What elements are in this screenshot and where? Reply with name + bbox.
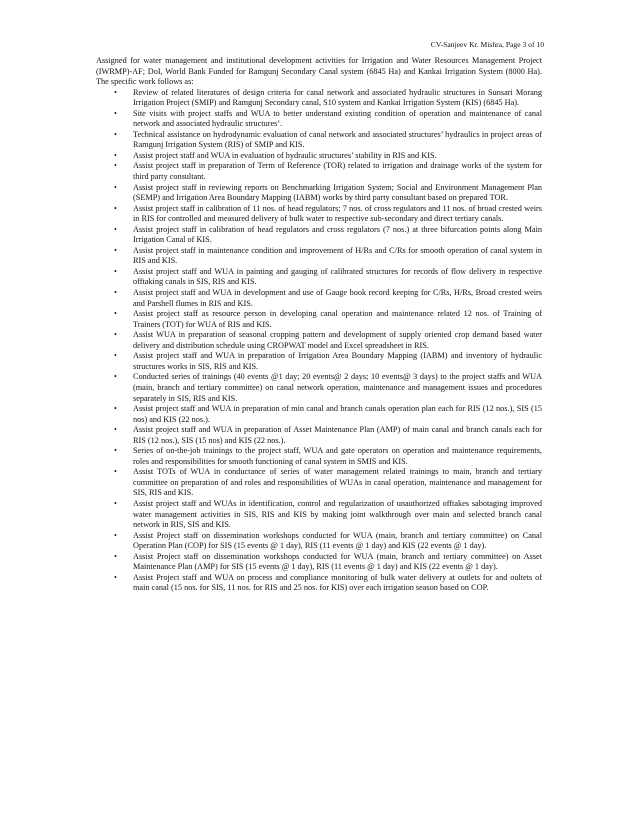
list-item-text: Review of related literatures of design criteria for canal network and associated hydraulic structures in Sunsari Morang Irrigation Project (SMIP) and Ramgunj Secondary canal, S10 system and Kankai Irrigation System (KIS) (6845 Ha).: [133, 87, 542, 108]
document-body: [96, 56, 542, 594]
bullet-icon: •: [114, 446, 117, 456]
list-item-text: Assist project staff in preparation of Term of Reference (TOR) related to irrigation and drainage works of the system for third party consultant.: [133, 161, 542, 182]
list-item-text: Assist project staff and WUA in preparation of min canal and branch canals operation plan each for RIS (12 nos.), SIS (15 nos) and KIS (22 nos.).: [133, 404, 542, 424]
list-item: [96, 151, 542, 162]
bullet-icon: •: [114, 404, 117, 414]
list-item-text: Assist project staff in calibration of head regulators and cross regulators (7 nos.) at three bifurcation points along Main Irrigation Canal of KIS.: [133, 224, 542, 245]
list-item: [96, 130, 542, 151]
list-item: [96, 204, 542, 225]
list-item: [96, 246, 542, 267]
list-item: [96, 372, 542, 404]
bullet-icon: •: [114, 467, 117, 477]
list-item-text: Assist project staff in reviewing reports on Benchmarking Irrigation System; Social and Environment Management Plan (SEMP) and Irrigation Area Boundary Mapping (IABM) works by third party consultant based on prepared TOR.: [133, 182, 542, 203]
list-item-text: Assist project staff and WUA in development and use of Gauge book record keeping for C/Rs, H/Rs, Broad crested weirs and Parshell flumes in RIS and KIS.: [133, 288, 542, 308]
list-item: [96, 267, 542, 288]
list-item-text: Assist Project staff on dissemination workshops conducted for WUA (main, branch and tertiary committee) on Asset Maintenance Plan (AMP) for SIS (15 events @ 1 day), RIS (11 events @ 1 day) and KIS (22 events @ 1 day).: [133, 551, 542, 572]
list-item: [96, 531, 542, 552]
list-item: [96, 467, 542, 499]
list-item: [96, 330, 542, 351]
list-item: [96, 309, 542, 330]
list-item-text: Assist project staff and WUAs in identification, control and regularization of unauthorized offtakes sabotaging improved water management activities in SIS, RIS and KIS by making joint walkthrough over main and selected branch canal network in RIS, SIS and KIS.: [133, 498, 542, 530]
list-item: [96, 425, 542, 446]
bullet-icon: •: [114, 572, 117, 582]
list-item: [96, 288, 542, 309]
list-item-text: Assist project staff and WUA in preparation of Asset Maintenance Plan (AMP) of main canal and branch canals each for RIS (12 nos.), SIS (15 nos) and KIS (22 nos.).: [133, 425, 542, 445]
list-item-text: Assist Project staff on dissemination workshops conducted for WUA (main, branch and tertiary committee) on Canal Operation Plan (COP) for SIS (15 events @ 1 day), RIS (11 events @ 1 day) and KIS (22 events @ 1 day).: [133, 530, 542, 551]
list-item: [96, 351, 542, 372]
list-item: [96, 88, 542, 109]
bullet-icon: •: [114, 203, 117, 213]
list-item-text: Site visits with project staffs and WUA to better understand existing condition of operation and maintenance of canal network and associated hydraulic structures’.: [133, 108, 542, 129]
bullet-icon: •: [114, 87, 117, 97]
list-item: [96, 446, 542, 467]
bullet-icon: •: [114, 182, 117, 192]
bullet-icon: •: [114, 224, 117, 234]
list-item-text: Assist project staff as resource person in developing canal operation and maintenance related 12 nos. of Training of Trainers (TOT) for WUA of RIS and KIS.: [133, 309, 542, 329]
bullet-icon: •: [114, 498, 117, 508]
list-item: [96, 183, 542, 204]
page-header: CV-Sanjeev Kr. Mishra, Page 3 of 10: [430, 40, 544, 49]
list-item: [96, 161, 542, 182]
list-item-text: Conducted series of trainings (40 events @1 day; 20 events@ 2 days; 10 events@ 3 days) to the project staffs and WUA (main, branch and tertiary committee) on canal network operation, maintenance and management issues and procedures separately in SIS, RIS and KIS.: [133, 372, 542, 403]
intro-paragraph: Assigned for water management and institutional development activities for Irrigation and Water Resources Management Project (IWRMP)-AF; DoI, World Bank Funded for Ramgunj Secondary Canal system (6845 Ha) and Kankai Irrigation System (8000 Ha). The specific work follows as:: [96, 56, 542, 87]
list-item-text: Assist project staff and WUA in evaluation of hydraulic structures’ stability in RIS and KIS.: [133, 150, 437, 160]
list-item: [96, 552, 542, 573]
list-item: [96, 109, 542, 130]
list-item-text: Series of on-the-job trainings to the project staff, WUA and gate operators on operation and maintenance requirements, roles and responsibilities for smooth functioning of canal system in SMIS and KIS.: [133, 446, 542, 466]
bullet-icon: •: [114, 425, 117, 435]
bullet-icon: •: [114, 351, 117, 361]
bullet-icon: •: [114, 530, 117, 540]
list-item-text: Technical assistance on hydrodynamic evaluation of canal network and associated structures’ hydraulics in project areas of Ramgunj Irrigation System (RIS) of SMIP and KIS.: [133, 129, 542, 150]
bullet-icon: •: [114, 266, 117, 276]
bullet-icon: •: [114, 309, 117, 319]
list-item-text: Assist TOTs of WUA in conductance of series of water management related trainings to main, branch and tertiary committee on preparation of and roles and responsibilities of WUAs in canal operation, maintenance and management for SIS, RIS and KIS.: [133, 467, 542, 498]
bullet-icon: •: [114, 129, 117, 139]
list-item-text: Assist WUA in preparation of seasonal cropping pattern and development of supply oriented crop demand based water delivery and distribution schedule using CROPWAT model and Excel spreadsheet in RIS.: [133, 330, 542, 350]
list-item-text: Assist project staff and WUA in preparation of Irrigation Area Boundary Mapping (IABM) and inventory of hydraulic structures works in SIS, RIS and KIS.: [133, 351, 542, 371]
bullet-icon: •: [114, 245, 117, 255]
list-item-text: Assist project staff and WUA in painting and gauging of calibrated structures for records of flow delivery in respective offtaking canals in SIS, RIS and KIS.: [133, 266, 542, 287]
bullet-icon: •: [114, 161, 117, 171]
responsibility-list: [96, 88, 542, 594]
list-item: [96, 404, 542, 425]
bullet-icon: •: [114, 150, 117, 160]
bullet-icon: •: [114, 108, 117, 118]
list-item-text: Assist project staff in calibration of 11 nos. of head regulators; 7 nos. of cross regulators and 11 nos. of broad crested weirs in RIS for controlled and measured delivery of bulk water to respective sub-secondary and direct tertiary canals.: [133, 203, 542, 224]
list-item-text: Assist project staff in maintenance condition and improvement of H/Rs and C/Rs for smooth operation of canal system in RIS and KIS.: [133, 245, 542, 266]
list-item: [96, 225, 542, 246]
bullet-icon: •: [114, 372, 117, 382]
list-item-text: Assist Project staff and WUA on process and compliance monitoring of bulk water delivery at outlets for and oultets of main canal (15 nos. for SIS, 11 nos. for RIS and 25 nos. for KIS) over each irrigation season based on COP.: [133, 572, 542, 593]
bullet-icon: •: [114, 551, 117, 561]
bullet-icon: •: [114, 288, 117, 298]
bullet-icon: •: [114, 330, 117, 340]
list-item: [96, 573, 542, 594]
list-item: [96, 499, 542, 531]
